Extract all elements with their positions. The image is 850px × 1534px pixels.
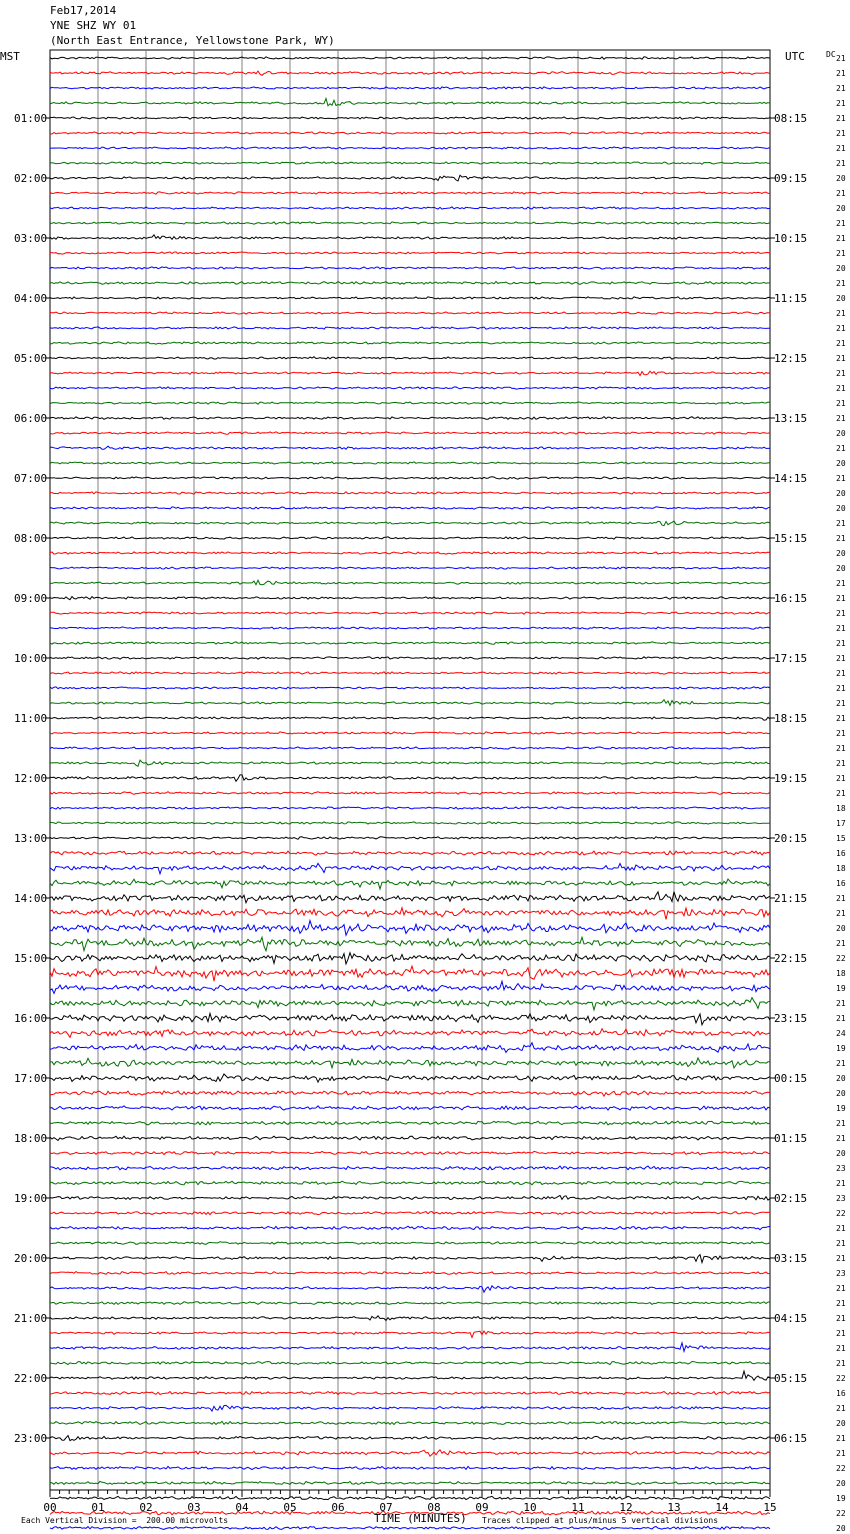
left-hour-label: 04:00 [14, 292, 48, 305]
seismic-trace [50, 1392, 770, 1395]
left-hour-label: 11:00 [14, 712, 48, 725]
dc-offset-value: 21 [836, 519, 846, 528]
dc-offset-value: 21 [836, 579, 846, 588]
left-hour-label: 12:00 [14, 772, 48, 785]
seismic-trace [50, 1166, 770, 1170]
seismic-trace [50, 402, 770, 404]
seismic-trace [50, 1272, 770, 1275]
dc-offset-value: 21 [836, 54, 846, 63]
seismic-trace [50, 1316, 770, 1321]
dc-offset-value: 20 [836, 564, 846, 573]
right-hour-label: 13:15 [774, 412, 808, 425]
dc-offset-value: 21 [836, 699, 846, 708]
dc-offset-value: 21 [836, 1254, 846, 1263]
right-hour-label: 10:15 [774, 232, 808, 245]
seismic-trace [50, 567, 770, 569]
dc-offset-value: 22 [836, 1509, 846, 1518]
left-hour-label: 22:00 [14, 1372, 48, 1385]
x-tick-label: 11 [571, 1501, 585, 1514]
x-tick-label: 05 [283, 1501, 297, 1514]
dc-offset-value: 16 [836, 849, 846, 858]
dc-offset-value: 21 [836, 759, 846, 768]
dc-offset-header: DC [826, 50, 836, 59]
x-tick-label: 02 [139, 1501, 153, 1514]
right-hour-label: 03:15 [774, 1252, 808, 1265]
dc-offset-value: 21 [836, 219, 846, 228]
dc-offset-value: 20 [836, 204, 846, 213]
dc-offset-value: 21 [836, 309, 846, 318]
seismic-trace [50, 1302, 770, 1305]
seismic-trace [50, 1242, 770, 1245]
x-tick-label: 08 [427, 1501, 441, 1514]
x-axis [43, 1490, 776, 1514]
seismic-trace [50, 1450, 770, 1456]
seismic-trace [50, 1195, 770, 1200]
dc-offset-value: 21 [836, 639, 846, 648]
dc-offset-value: 21 [836, 249, 846, 258]
dc-offset-value: 21 [836, 669, 846, 678]
dc-offset-value: 21 [836, 1224, 846, 1233]
seismic-trace [50, 1043, 770, 1053]
right-hour-label: 08:15 [774, 112, 808, 125]
x-tick-label: 10 [523, 1501, 537, 1514]
left-hour-label: 14:00 [14, 892, 48, 905]
seismic-trace [50, 312, 770, 314]
x-tick-label: 01 [91, 1501, 105, 1514]
dc-offset-value: 15 [836, 834, 846, 843]
dc-offset-value: 21 [836, 399, 846, 408]
seismic-trace [50, 792, 770, 795]
left-hour-label: 16:00 [14, 1012, 48, 1025]
seismic-trace [50, 1436, 770, 1441]
seismic-trace [50, 1421, 770, 1424]
seismic-trace [50, 162, 770, 164]
seismic-trace [50, 700, 770, 706]
seismic-trace [50, 267, 770, 269]
dc-offset-value: 21 [836, 144, 846, 153]
seismic-trace [50, 147, 770, 149]
seismic-trace [50, 282, 770, 285]
dc-offset-value: 20 [836, 549, 846, 558]
dc-offset-value: 19 [836, 1104, 846, 1113]
seismic-trace [50, 760, 770, 766]
seismic-trace [50, 387, 770, 389]
left-hour-label: 17:00 [14, 1072, 48, 1085]
dc-offset-value: 21 [836, 354, 846, 363]
seismic-trace [50, 717, 770, 720]
seismic-trace [50, 1343, 770, 1352]
seismic-trace [50, 192, 770, 194]
left-hour-label: 06:00 [14, 412, 48, 425]
dc-offset-value: 18 [836, 804, 846, 813]
dc-offset-value: 21 [836, 279, 846, 288]
dc-offset-value: 21 [836, 894, 846, 903]
seismic-trace [50, 775, 770, 781]
right-hour-label: 02:15 [774, 1192, 808, 1205]
seismic-trace [50, 507, 770, 509]
dc-offset-value: 21 [836, 729, 846, 738]
dc-offset-value: 21 [836, 609, 846, 618]
x-tick-label: 09 [475, 1501, 489, 1514]
seismic-trace [50, 580, 770, 585]
left-hour-label: 15:00 [14, 952, 48, 965]
seismic-trace [50, 235, 770, 240]
dc-offset-value: 21 [836, 234, 846, 243]
left-hour-label: 21:00 [14, 1312, 48, 1325]
right-hour-label: 00:15 [774, 1072, 808, 1085]
seismic-trace [50, 1181, 770, 1185]
left-hour-label: 19:00 [14, 1192, 48, 1205]
seismic-trace [50, 1405, 770, 1411]
dc-offset-value: 21 [836, 534, 846, 543]
seismic-trace [50, 446, 770, 449]
right-hour-label: 05:15 [774, 1372, 808, 1385]
dc-offset-value: 21 [836, 1449, 846, 1458]
right-hour-label: 06:15 [774, 1432, 808, 1445]
seismic-trace [50, 1074, 770, 1082]
dc-offset-value: 21 [836, 1119, 846, 1128]
seismic-trace [50, 1136, 770, 1140]
dc-offset-value: 20 [836, 1089, 846, 1098]
left-hour-label: 18:00 [14, 1132, 48, 1145]
x-axis-title: TIME (MINUTES) [374, 1512, 467, 1525]
station-code: YNE SHZ WY 01 [50, 19, 137, 32]
dc-offset-value: 20 [836, 459, 846, 468]
seismic-trace [50, 1481, 770, 1484]
right-hour-label: 12:15 [774, 352, 808, 365]
right-hour-label: 09:15 [774, 172, 808, 185]
seismic-trace [50, 1212, 770, 1215]
dc-offset-value: 20 [836, 429, 846, 438]
seismic-trace [50, 1151, 770, 1154]
dc-offset-value: 21 [836, 384, 846, 393]
seismic-trace [50, 222, 770, 224]
left-hour-label: 09:00 [14, 592, 48, 605]
dc-offset-value: 21 [836, 774, 846, 783]
dc-offset-value: 20 [836, 1149, 846, 1158]
seismic-trace [50, 1058, 770, 1068]
dc-offset-value: 21 [836, 414, 846, 423]
seismic-trace [50, 357, 770, 359]
seismic-trace [50, 492, 770, 494]
seismic-trace [50, 521, 770, 526]
seismic-trace [50, 879, 770, 889]
seismic-trace [50, 537, 770, 539]
dc-offset-value: 20 [836, 264, 846, 273]
dc-offset-value: 21 [836, 624, 846, 633]
seismic-trace [50, 99, 770, 106]
x-tick-label: 12 [619, 1501, 633, 1514]
seismic-trace [50, 462, 770, 464]
seismic-trace [50, 207, 770, 209]
dc-offset-value: 20 [836, 924, 846, 933]
left-hour-label: 05:00 [14, 352, 48, 365]
dc-offset-value: 21 [836, 84, 846, 93]
dc-offset-value: 21 [836, 1329, 846, 1338]
dc-offset-value: 20 [836, 489, 846, 498]
seismic-trace [50, 657, 770, 659]
seismic-trace [50, 627, 770, 629]
dc-offset-value: 21 [836, 1404, 846, 1413]
dc-offset-value: 23 [836, 1194, 846, 1203]
seismic-trace [50, 327, 770, 329]
seismic-trace [50, 132, 770, 134]
left-timezone-label: MST [0, 50, 20, 63]
seismic-trace [50, 1286, 770, 1292]
seismic-trace [50, 966, 770, 981]
dc-offset-value: 21 [836, 999, 846, 1008]
dc-offset-value: 20 [836, 1419, 846, 1428]
right-timezone-label: UTC [785, 50, 805, 63]
seismic-trace [50, 1226, 770, 1230]
seismic-trace [50, 117, 770, 119]
dc-offset-value: 21 [836, 1014, 846, 1023]
dc-offset-value: 19 [836, 1044, 846, 1053]
seismic-trace [50, 552, 770, 554]
seismic-trace [50, 937, 770, 951]
dc-offset-value: 20 [836, 1074, 846, 1083]
dc-offset-value: 18 [836, 864, 846, 873]
dc-offset-value: 21 [836, 324, 846, 333]
dc-offset-value: 20 [836, 294, 846, 303]
left-hour-label: 23:00 [14, 1432, 48, 1445]
dc-offset-value: 21 [836, 1299, 846, 1308]
seismic-trace [50, 87, 770, 89]
seismic-trace [50, 807, 770, 809]
chart-date: Feb17,2014 [50, 4, 117, 17]
dc-offset-value: 21 [836, 69, 846, 78]
right-hour-label: 22:15 [774, 952, 808, 965]
clip-note: Traces clipped at plus/minus 5 vertical divisions [482, 1516, 719, 1525]
dc-offset-value: 21 [836, 1434, 846, 1443]
dc-offset-value: 21 [836, 474, 846, 483]
left-hour-label: 07:00 [14, 472, 48, 485]
dc-offset-value: 21 [836, 114, 846, 123]
seismic-trace [50, 672, 770, 674]
seismic-trace [50, 371, 770, 375]
left-hour-label: 13:00 [14, 832, 48, 845]
left-hour-label: 01:00 [14, 112, 48, 125]
seismic-trace [50, 1466, 770, 1469]
left-hour-label: 10:00 [14, 652, 48, 665]
right-hour-label: 16:15 [774, 592, 808, 605]
dc-offset-value: 21 [836, 444, 846, 453]
dc-offset-value: 21 [836, 939, 846, 948]
right-hour-label: 19:15 [774, 772, 808, 785]
dc-offset-value: 21 [836, 369, 846, 378]
seismic-trace [50, 57, 770, 59]
dc-offset-value: 20 [836, 174, 846, 183]
seismic-trace [50, 747, 770, 749]
dc-offset-value: 21 [836, 1059, 846, 1068]
seismic-trace [50, 908, 770, 920]
minute-gridlines [98, 50, 722, 1490]
trace-group [50, 57, 770, 1534]
seismic-trace [50, 477, 770, 479]
right-hour-label: 18:15 [774, 712, 808, 725]
dc-offset-value: 21 [836, 654, 846, 663]
seismic-trace [50, 612, 770, 614]
dc-offset-value: 21 [836, 339, 846, 348]
left-hour-label: 02:00 [14, 172, 48, 185]
right-hour-label: 20:15 [774, 832, 808, 845]
scale-note: Each Vertical Division = 200.00 microvolts [21, 1516, 229, 1525]
right-hour-label: 17:15 [774, 652, 808, 665]
seismic-trace [50, 822, 770, 824]
dc-offset-value: 17 [836, 819, 846, 828]
seismic-trace [50, 432, 770, 434]
station-location: (North East Entrance, Yellowstone Park, WY) [50, 34, 335, 47]
seismic-trace [50, 1255, 770, 1263]
dc-offset-value: 21 [836, 1314, 846, 1323]
right-hour-label: 15:15 [774, 532, 808, 545]
dc-offset-value: 19 [836, 984, 846, 993]
x-tick-label: 03 [187, 1501, 201, 1514]
seismic-trace [50, 1029, 770, 1038]
dc-offset-value: 21 [836, 1284, 846, 1293]
left-hour-label: 03:00 [14, 232, 48, 245]
dc-offset-value: 21 [836, 1359, 846, 1368]
dc-offset-value: 21 [836, 1134, 846, 1143]
dc-offset-value: 21 [836, 714, 846, 723]
x-tick-label: 13 [667, 1501, 681, 1514]
seismic-trace [50, 953, 770, 964]
dc-offset-value: 19 [836, 1494, 846, 1503]
dc-offset-value: 22 [836, 1374, 846, 1383]
dc-offset-value: 21 [836, 684, 846, 693]
dc-offset-value: 21 [836, 744, 846, 753]
dc-offset-value: 21 [836, 99, 846, 108]
seismic-trace [50, 998, 770, 1010]
dc-offset-value: 21 [836, 594, 846, 603]
seismic-trace [50, 175, 770, 181]
right-hour-label: 14:15 [774, 472, 808, 485]
dc-offset-value: 22 [836, 1209, 846, 1218]
seismic-trace [50, 1013, 770, 1024]
dc-offset-value: 23 [836, 1269, 846, 1278]
dc-offset-value: 21 [836, 909, 846, 918]
dc-offset-value: 23 [836, 1164, 846, 1173]
seismic-trace [50, 642, 770, 644]
x-tick-label: 06 [331, 1501, 345, 1514]
dc-offset-value: 20 [836, 1479, 846, 1488]
x-tick-label: 07 [379, 1501, 393, 1514]
dc-offset-value: 21 [836, 159, 846, 168]
dc-offset-value: 21 [836, 1344, 846, 1353]
x-tick-label: 15 [763, 1501, 777, 1514]
seismic-trace [50, 687, 770, 689]
x-tick-label: 00 [43, 1501, 57, 1514]
x-tick-label: 04 [235, 1501, 249, 1514]
seismic-trace [50, 1331, 770, 1337]
seismic-trace [50, 732, 770, 734]
dc-offset-value: 16 [836, 1389, 846, 1398]
seismic-trace [50, 297, 770, 299]
right-hour-label: 21:15 [774, 892, 808, 905]
dc-offset-value: 21 [836, 1239, 846, 1248]
x-tick-label: 14 [715, 1501, 729, 1514]
dc-offset-value: 20 [836, 504, 846, 513]
left-hour-label: 20:00 [14, 1252, 48, 1265]
dc-offset-value: 21 [836, 129, 846, 138]
seismic-trace [50, 1121, 770, 1125]
seismic-trace [50, 1106, 770, 1110]
seismic-trace [50, 1362, 770, 1365]
dc-offset-value: 18 [836, 969, 846, 978]
seismic-trace [50, 1371, 770, 1380]
seismic-trace [50, 921, 770, 936]
seismic-trace [50, 252, 770, 254]
seismic-trace [50, 417, 770, 420]
dc-offset-value: 24 [836, 1029, 846, 1038]
seismic-trace [50, 892, 770, 903]
right-hour-label: 01:15 [774, 1132, 808, 1145]
right-hour-label: 23:15 [774, 1012, 808, 1025]
seismic-trace [50, 981, 770, 993]
plot-frame [50, 50, 770, 1490]
seismic-trace [50, 1496, 770, 1499]
seismic-trace [50, 1091, 770, 1096]
seismic-trace [50, 863, 770, 873]
dc-offset-value: 21 [836, 1179, 846, 1188]
seismic-trace [50, 597, 770, 600]
dc-offset-value: 22 [836, 954, 846, 963]
seismic-trace [50, 71, 770, 75]
left-hour-label: 08:00 [14, 532, 48, 545]
seismic-trace [50, 837, 770, 840]
seismic-trace [50, 342, 770, 344]
right-hour-label: 04:15 [774, 1312, 808, 1325]
dc-offset-value: 16 [836, 879, 846, 888]
seismic-trace [50, 851, 770, 855]
dc-offset-value: 20 [836, 1524, 846, 1533]
dc-offset-value: 21 [836, 789, 846, 798]
dc-offset-value: 22 [836, 1464, 846, 1473]
dc-offset-value: 21 [836, 189, 846, 198]
right-hour-label: 11:15 [774, 292, 808, 305]
seismic-trace [50, 1526, 770, 1529]
